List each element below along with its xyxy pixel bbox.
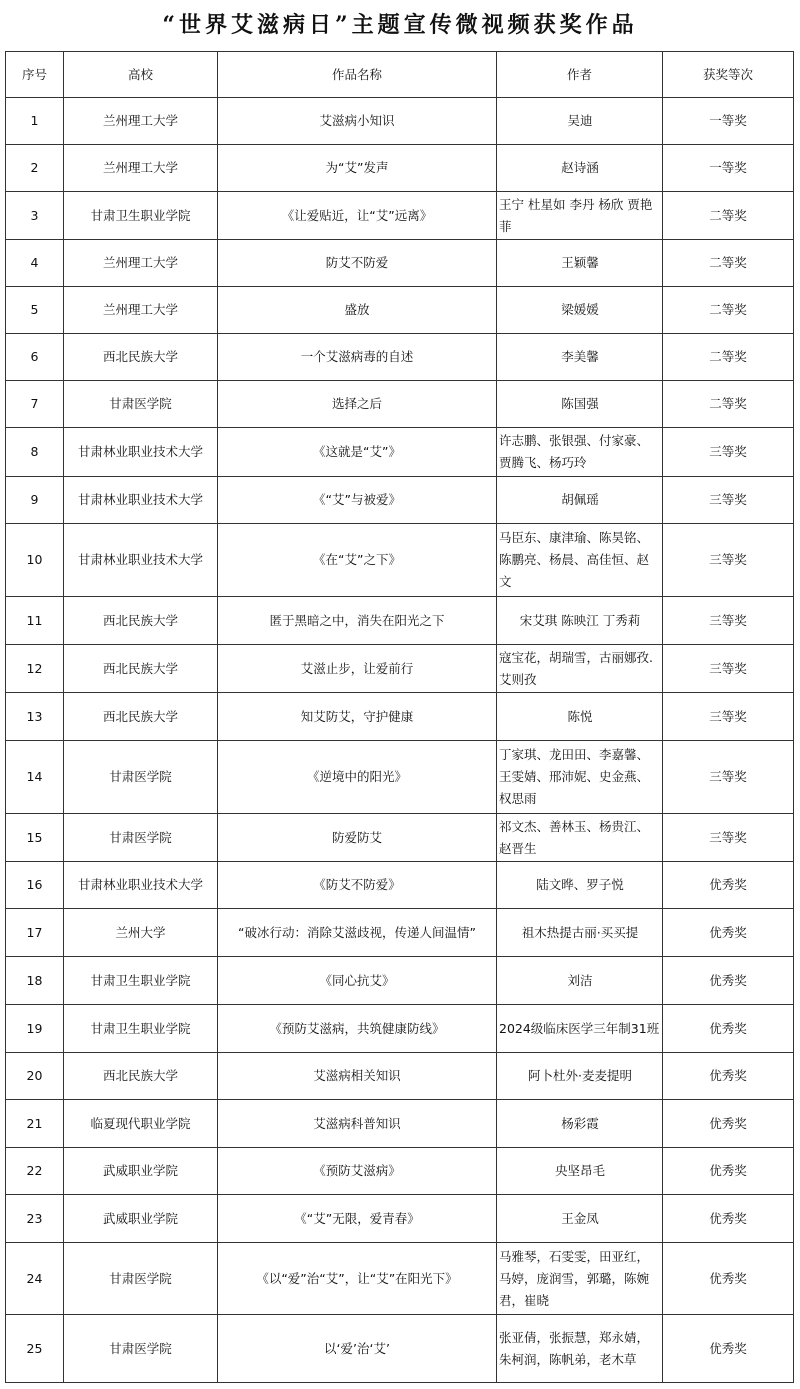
cell-award: 一等奖 — [663, 145, 794, 192]
cell-school: 临夏现代职业学院 — [64, 1100, 218, 1148]
cell-school: 甘肃医学院 — [64, 381, 218, 428]
cell-school: 甘肃医学院 — [64, 741, 218, 814]
cell-work: 《预防艾滋病》 — [218, 1148, 497, 1195]
cell-school: 兰州理工大学 — [64, 287, 218, 334]
cell-author: 2024级临床医学三年制31班 — [497, 1005, 663, 1053]
cell-award: 优秀奖 — [663, 1005, 794, 1053]
cell-award: 一等奖 — [663, 98, 794, 145]
cell-school: 西北民族大学 — [64, 1053, 218, 1100]
cell-school: 甘肃林业职业技术大学 — [64, 862, 218, 909]
table-row — [6, 334, 794, 381]
table-row — [6, 957, 794, 1005]
cell-author: 赵诗涵 — [497, 145, 663, 192]
cell-school: 西北民族大学 — [64, 334, 218, 381]
header-school: 高校 — [64, 52, 218, 98]
cell-work: 《这就是“艾”》 — [218, 428, 497, 477]
cell-author: 梁媛媛 — [497, 287, 663, 334]
cell-no: 22 — [6, 1148, 64, 1195]
cell-no: 6 — [6, 334, 64, 381]
cell-no: 9 — [6, 477, 64, 524]
table-row — [6, 145, 794, 192]
cell-school: 甘肃医学院 — [64, 814, 218, 862]
cell-author: 胡佩瑶 — [497, 477, 663, 524]
cell-no: 21 — [6, 1100, 64, 1148]
cell-award: 优秀奖 — [663, 1315, 794, 1383]
cell-award: 二等奖 — [663, 381, 794, 428]
header-author: 作者 — [497, 52, 663, 98]
table-row — [6, 693, 794, 741]
header-award: 获奖等次 — [663, 52, 794, 98]
cell-author: 丁家琪、龙田田、李嘉馨、王雯婧、邢沛妮、史金燕、权思雨 — [497, 741, 663, 814]
cell-no: 5 — [6, 287, 64, 334]
cell-award: 优秀奖 — [663, 909, 794, 957]
cell-author: 许志鹏、张银强、付家豪、贾腾飞、杨巧玲 — [497, 428, 663, 477]
cell-no: 15 — [6, 814, 64, 862]
cell-work: 《以“爱”治“艾”，让“艾”在阳光下》 — [218, 1243, 497, 1315]
cell-award: 二等奖 — [663, 287, 794, 334]
table-row — [6, 192, 794, 240]
cell-work: 《“艾”无限，爱青春》 — [218, 1195, 497, 1243]
cell-no: 20 — [6, 1053, 64, 1100]
table-row — [6, 287, 794, 334]
cell-no: 23 — [6, 1195, 64, 1243]
table-row — [6, 741, 794, 814]
cell-work: 一个艾滋病毒的自述 — [218, 334, 497, 381]
table-row — [6, 1195, 794, 1243]
cell-no: 3 — [6, 192, 64, 240]
cell-author: 刘洁 — [497, 957, 663, 1005]
cell-work: 《同心抗艾》 — [218, 957, 497, 1005]
cell-work: 艾滋病小知识 — [218, 98, 497, 145]
cell-author: 王颖馨 — [497, 240, 663, 287]
cell-work: 艾滋止步，让爱前行 — [218, 645, 497, 693]
cell-work: 知艾防艾，守护健康 — [218, 693, 497, 741]
cell-work: 《“艾”与被爱》 — [218, 477, 497, 524]
cell-author: 陈国强 — [497, 381, 663, 428]
cell-no: 19 — [6, 1005, 64, 1053]
cell-author: 宋艾琪 陈映江 丁秀莉 — [497, 597, 663, 645]
cell-work: 《在“艾”之下》 — [218, 524, 497, 597]
page-title: “世界艾滋病日”主题宣传微视频获奖作品 — [162, 12, 638, 38]
header-no: 序号 — [6, 52, 64, 98]
cell-school: 兰州理工大学 — [64, 240, 218, 287]
cell-school: 甘肃林业职业技术大学 — [64, 477, 218, 524]
cell-work: 盛放 — [218, 287, 497, 334]
cell-award: 二等奖 — [663, 240, 794, 287]
cell-work: 《逆境中的阳光》 — [218, 741, 497, 814]
table-row — [6, 1100, 794, 1148]
cell-author: 王金凤 — [497, 1195, 663, 1243]
cell-award: 二等奖 — [663, 192, 794, 240]
awards-table — [5, 51, 794, 1383]
cell-award: 三等奖 — [663, 477, 794, 524]
table-row — [6, 862, 794, 909]
cell-school: 武威职业学院 — [64, 1195, 218, 1243]
cell-school: 西北民族大学 — [64, 693, 218, 741]
cell-work: 为“艾”发声 — [218, 145, 497, 192]
cell-award: 优秀奖 — [663, 1243, 794, 1315]
table-row — [6, 597, 794, 645]
cell-award: 优秀奖 — [663, 862, 794, 909]
cell-no: 24 — [6, 1243, 64, 1315]
table-header-row — [6, 52, 794, 98]
cell-work: 匿于黑暗之中，消失在阳光之下 — [218, 597, 497, 645]
table-row — [6, 524, 794, 597]
cell-no: 25 — [6, 1315, 64, 1383]
cell-author: 陈悦 — [497, 693, 663, 741]
cell-school: 甘肃林业职业技术大学 — [64, 524, 218, 597]
cell-author: 祁文杰、善林玉、杨贵江、赵晋生 — [497, 814, 663, 862]
cell-work: 《让爱贴近，让“艾”远离》 — [218, 192, 497, 240]
cell-no: 12 — [6, 645, 64, 693]
table-row — [6, 909, 794, 957]
cell-school: 甘肃医学院 — [64, 1315, 218, 1383]
table-row — [6, 1005, 794, 1053]
cell-school: 兰州大学 — [64, 909, 218, 957]
table-row — [6, 98, 794, 145]
cell-school: 兰州理工大学 — [64, 98, 218, 145]
cell-award: 三等奖 — [663, 741, 794, 814]
header-work: 作品名称 — [218, 52, 497, 98]
cell-author: 阿卜杜外·麦麦提明 — [497, 1053, 663, 1100]
cell-author: 寇宝花，胡瑞雪，古丽娜孜.艾则孜 — [497, 645, 663, 693]
table-row — [6, 1148, 794, 1195]
cell-author: 央坚昂毛 — [497, 1148, 663, 1195]
table-row — [6, 240, 794, 287]
table-row — [6, 645, 794, 693]
cell-school: 西北民族大学 — [64, 645, 218, 693]
table-row — [6, 1053, 794, 1100]
cell-work: 以‘爱’治‘艾’ — [218, 1315, 497, 1383]
cell-no: 16 — [6, 862, 64, 909]
cell-award: 优秀奖 — [663, 1148, 794, 1195]
cell-school: 甘肃医学院 — [64, 1243, 218, 1315]
cell-no: 1 — [6, 98, 64, 145]
cell-award: 优秀奖 — [663, 1100, 794, 1148]
table-row — [6, 1243, 794, 1315]
cell-no: 14 — [6, 741, 64, 814]
cell-author: 马雅琴，石雯雯，田亚红，马婷，庞润雪，郭璐，陈婉君，崔晓 — [497, 1243, 663, 1315]
table-row — [6, 1315, 794, 1383]
table-row — [6, 477, 794, 524]
cell-no: 13 — [6, 693, 64, 741]
cell-award: 优秀奖 — [663, 1053, 794, 1100]
cell-author: 陆文晔、罗子悦 — [497, 862, 663, 909]
table-row — [6, 428, 794, 477]
cell-no: 18 — [6, 957, 64, 1005]
cell-no: 17 — [6, 909, 64, 957]
cell-work: 防爱防艾 — [218, 814, 497, 862]
cell-school: 甘肃卫生职业学院 — [64, 1005, 218, 1053]
cell-school: 甘肃卫生职业学院 — [64, 957, 218, 1005]
cell-award: 三等奖 — [663, 428, 794, 477]
cell-work: 选择之后 — [218, 381, 497, 428]
cell-school: 甘肃林业职业技术大学 — [64, 428, 218, 477]
cell-award: 三等奖 — [663, 597, 794, 645]
cell-author: 吴迪 — [497, 98, 663, 145]
cell-no: 10 — [6, 524, 64, 597]
cell-school: 甘肃卫生职业学院 — [64, 192, 218, 240]
cell-no: 8 — [6, 428, 64, 477]
cell-work: 《防艾不防爱》 — [218, 862, 497, 909]
cell-work: 艾滋病相关知识 — [218, 1053, 497, 1100]
cell-award: 优秀奖 — [663, 957, 794, 1005]
cell-author: 王宁 杜星如 李丹 杨欣 贾艳菲 — [497, 192, 663, 240]
cell-school: 武威职业学院 — [64, 1148, 218, 1195]
cell-author: 杨彩霞 — [497, 1100, 663, 1148]
cell-school: 西北民族大学 — [64, 597, 218, 645]
cell-award: 优秀奖 — [663, 1195, 794, 1243]
cell-work: 《预防艾滋病，共筑健康防线》 — [218, 1005, 497, 1053]
cell-award: 三等奖 — [663, 524, 794, 597]
cell-award: 三等奖 — [663, 693, 794, 741]
table-row — [6, 381, 794, 428]
cell-author: 张亚倩，张振慧，郑永婧，朱柯润，陈帆弟，老木草 — [497, 1315, 663, 1383]
cell-school: 兰州理工大学 — [64, 145, 218, 192]
cell-no: 11 — [6, 597, 64, 645]
cell-award: 三等奖 — [663, 645, 794, 693]
cell-work: “破冰行动：消除艾滋歧视，传递人间温情” — [218, 909, 497, 957]
cell-author: 马臣东、康津瑜、陈昊铭、陈鹏亮、杨晨、高佳恒、赵文 — [497, 524, 663, 597]
cell-work: 防艾不防爱 — [218, 240, 497, 287]
cell-author: 祖木热提古丽·买买提 — [497, 909, 663, 957]
cell-award: 二等奖 — [663, 334, 794, 381]
table-row — [6, 814, 794, 862]
cell-no: 7 — [6, 381, 64, 428]
cell-no: 4 — [6, 240, 64, 287]
cell-work: 艾滋病科普知识 — [218, 1100, 497, 1148]
cell-no: 2 — [6, 145, 64, 192]
cell-award: 三等奖 — [663, 814, 794, 862]
cell-author: 李美馨 — [497, 334, 663, 381]
